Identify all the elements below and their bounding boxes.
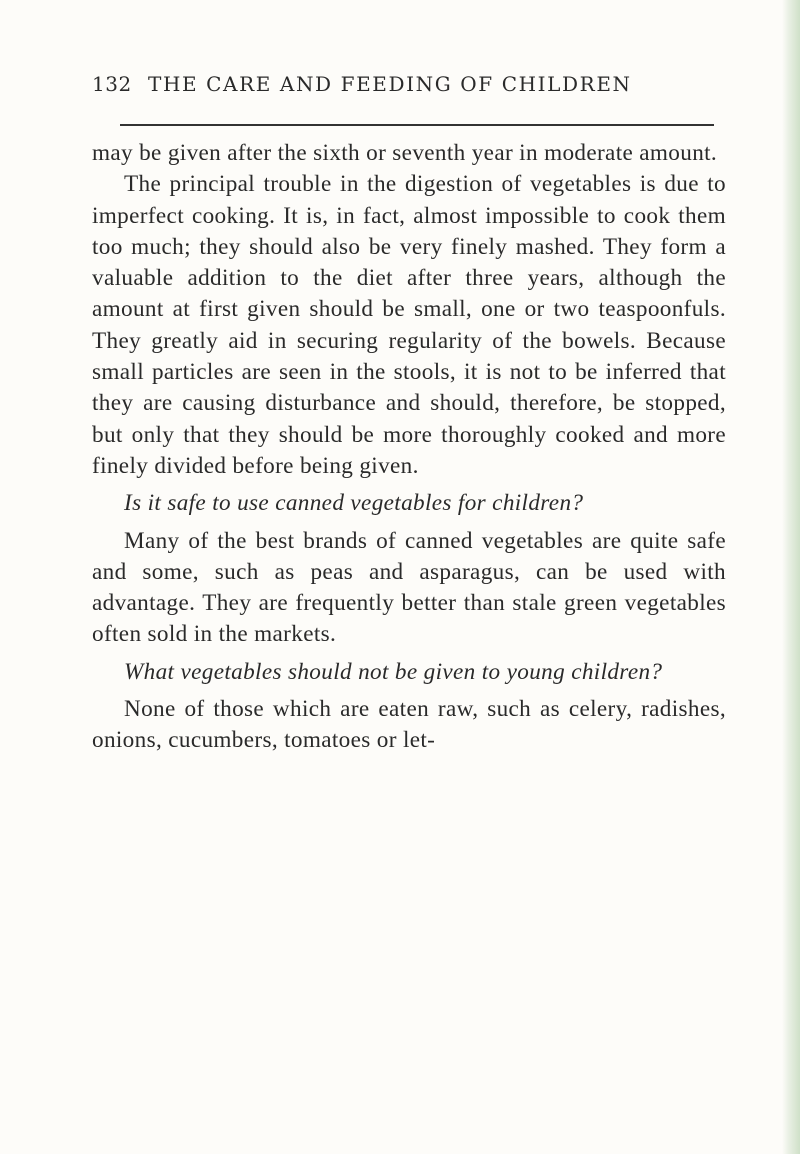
answer-vegetables-to-avoid: None of those which are eaten raw, such as celery, radishes, onions, cucumbers, tomatoes or let-: [92, 696, 726, 754]
question-vegetables-to-avoid: What vegetables should not be given to young children?: [124, 658, 663, 685]
question-canned-vegetables: Is it safe to use canned vegetables for children?: [124, 490, 584, 517]
page-number: 132: [92, 72, 132, 96]
paragraph-vegetable-digestion: The principal trouble in the digestion of vegetables is due to imperfect cooking. It is, in fact, almost impossible to cook them too much; they should also be very finely mashed. They form a valuable addition to the diet after three years, although the amount at first given should be small, one or two teaspoonfuls. They greatly aid in securing regularity of the bowels. Because small particles are seen in the stools, it is not to be inferred that they are causing disturbance and should, therefore, be stopped, but only that they should be more thoroughly cooked and more finely divided before being given.: [92, 171, 726, 479]
header-rule: [120, 124, 714, 126]
page-edge: [782, 0, 800, 1154]
running-head: THE CARE AND FEEDING OF CHILDREN: [148, 72, 632, 96]
page-body: [92, 138, 726, 757]
page-header: [92, 72, 732, 100]
paragraph-continuation: may be given after the sixth or seventh year in moderate amount.: [92, 140, 718, 166]
answer-canned-vegetables: Many of the best brands of canned vegetables are quite safe and some, such as peas and asparagus, can be used with advantage. They are frequently better than stale green vegetables often sold in the markets.: [92, 527, 726, 648]
